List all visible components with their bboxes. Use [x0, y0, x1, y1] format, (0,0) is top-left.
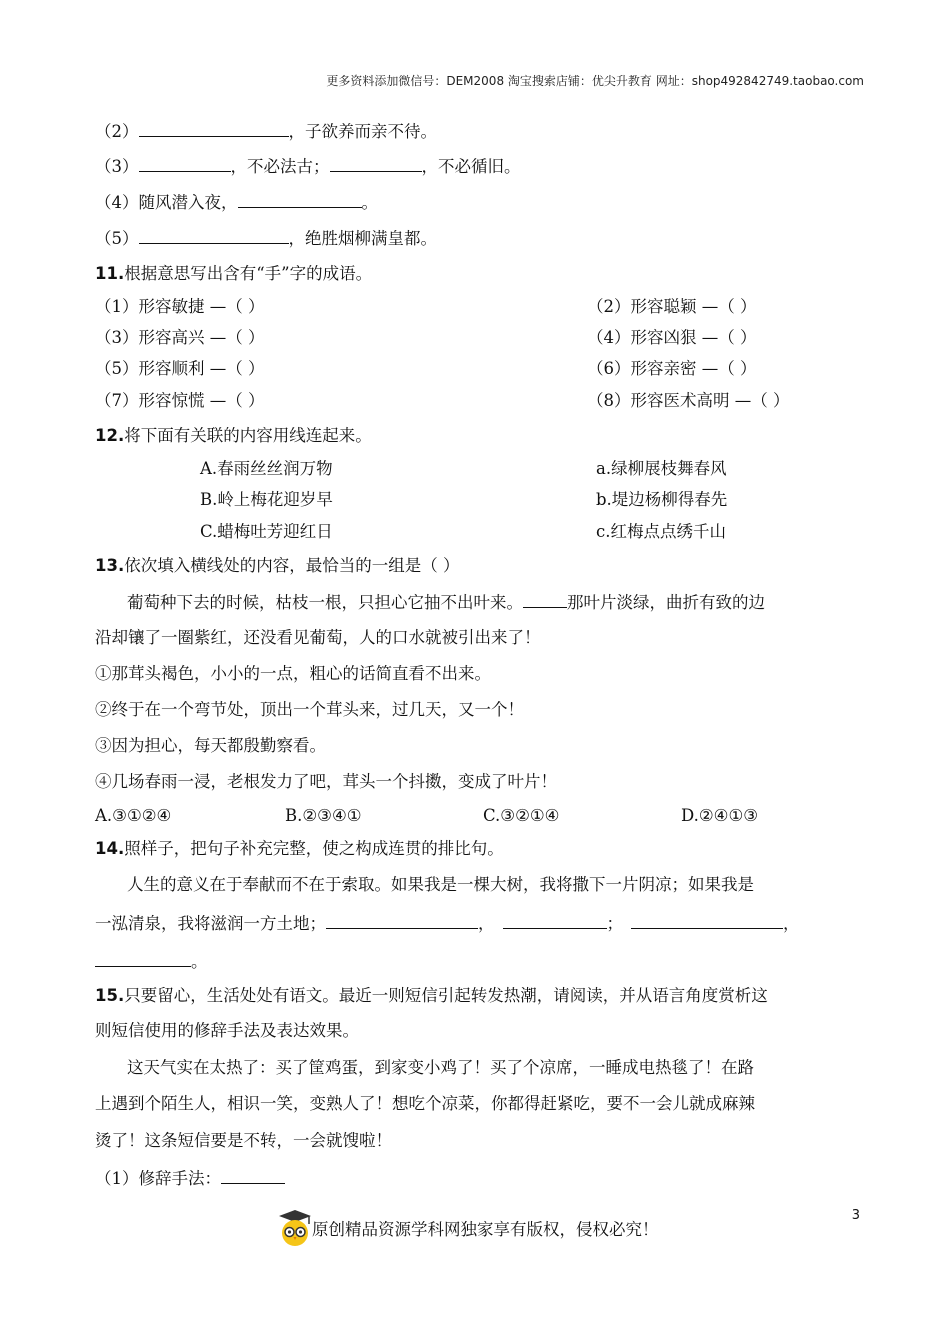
answer-blank[interactable] — [95, 950, 191, 967]
choice-b[interactable]: B.②③④① — [285, 806, 362, 825]
page-header: 更多资料添加微信号：DEM2008 淘宝搜索店铺：优尖升教育 网址：shop492842749.taobao.com — [326, 74, 864, 88]
question-number: 11. — [95, 264, 125, 283]
question-text: 照样子，把句子补充完整，使之构成连贯的排比句。 — [124, 839, 504, 858]
answer-blank[interactable] — [139, 227, 289, 244]
item-number: （5） — [95, 229, 139, 248]
question-text: 将下面有关联的内容用线连起来。 — [124, 426, 372, 445]
passage-line — [127, 591, 765, 614]
poem-text: 。 — [361, 193, 378, 212]
sms-line: 上遇到个陌生人，相识一笑，变熟人了！想吃个凉菜，你都得赶紧吃，要不一会儿就成麻辣 — [95, 1094, 755, 1113]
choice-d[interactable]: D.②④①③ — [681, 806, 759, 825]
choice-a[interactable]: A.③①②④ — [95, 806, 172, 825]
idiom-item: （5）形容顺利 —（ ） — [95, 359, 265, 378]
idiom-item: （3）形容高兴 —（ ） — [95, 328, 265, 347]
mascot-owl-icon — [278, 1208, 312, 1248]
sub-question-1 — [95, 1167, 285, 1190]
answer-blank[interactable] — [330, 155, 422, 172]
footer-text: 原创精品资源学科网独家享有版权，侵权必究！ — [312, 1220, 659, 1239]
answer-blank[interactable] — [326, 912, 478, 929]
match-right-c[interactable]: c.红梅点点绣千山 — [596, 522, 726, 541]
question-number: 14. — [95, 839, 125, 858]
question-text: 根据意思写出含有“手”字的成语。 — [124, 264, 373, 283]
match-left-c[interactable]: C.蜡梅吐芳迎红日 — [200, 522, 333, 541]
idiom-item: （8）形容医术高明 —（ ） — [587, 391, 790, 410]
sentence-option-1: ①那茸头褐色，小小的一点，粗心的话简直看不出来。 — [95, 664, 491, 683]
punctuation: ， — [478, 914, 495, 933]
match-right-a[interactable]: a.绿柳展枝舞春风 — [596, 459, 727, 478]
choice-c[interactable]: C.③②①④ — [483, 806, 560, 825]
punctuation: 。 — [191, 952, 208, 971]
punctuation: ， — [783, 914, 800, 933]
answer-blank[interactable] — [503, 912, 607, 929]
passage-text: 那叶片淡绿，曲折有致的边 — [567, 593, 765, 612]
match-right-b[interactable]: b.堤边杨柳得春先 — [596, 490, 728, 509]
answer-blank[interactable] — [139, 155, 231, 172]
passage-line: 沿却镶了一圈紫红，还没看见葡萄，人的口水就被引出来了！ — [95, 628, 541, 647]
question-number: 13. — [95, 556, 125, 575]
sms-line: 烫了！这条短信要是不转，一会就馊啦！ — [95, 1131, 392, 1150]
answer-blank[interactable] — [631, 912, 783, 929]
poem-line-2 — [95, 120, 437, 143]
idiom-item: （7）形容惊慌 —（ ） — [95, 391, 265, 410]
idiom-item: （2）形容聪颖 —（ ） — [587, 297, 757, 316]
idiom-item: （1）形容敏捷 —（ ） — [95, 297, 265, 316]
page-number: 3 — [851, 1208, 860, 1223]
poem-line-4 — [95, 191, 378, 214]
sentence-option-2: ②终于在一个弯节处，顶出一个茸头来，过几天，又一个！ — [95, 700, 524, 719]
answer-blank[interactable] — [523, 591, 567, 608]
idiom-item: （6）形容亲密 —（ ） — [587, 359, 757, 378]
match-left-b[interactable]: B.岭上梅花迎岁早 — [200, 490, 333, 509]
question-text: 依次填入横线处的内容，最恰当的一组是（ ） — [124, 556, 460, 575]
idiom-row — [95, 327, 757, 349]
footer — [278, 1208, 659, 1248]
question-15-title — [95, 985, 768, 1007]
answer-blank[interactable] — [238, 191, 362, 208]
item-number: （4） — [95, 193, 139, 212]
poem-text: ，不必循旧。 — [421, 157, 521, 176]
question-12-title — [95, 425, 372, 447]
passage-text: 葡萄种下去的时候，枯枝一根，只担心它抽不出叶来。 — [127, 593, 523, 612]
item-number: （2） — [95, 122, 139, 141]
poem-text: ，不必法古； — [230, 157, 330, 176]
punctuation: ； — [606, 914, 623, 933]
question-number: 12. — [95, 426, 125, 445]
idiom-item: （4）形容凶狠 —（ ） — [587, 328, 757, 347]
question-text: 只要留心，生活处处有语文。最近一则短信引起转发热潮，请阅读，并从语言角度赏析这 — [124, 986, 768, 1005]
sub-question-text: （1）修辞手法： — [95, 1169, 221, 1188]
answer-blank[interactable] — [139, 120, 289, 137]
idiom-row — [95, 296, 757, 318]
match-left-a[interactable]: A.春雨丝丝润万物 — [200, 459, 333, 478]
question-number: 15. — [95, 986, 125, 1005]
question-13-title — [95, 555, 459, 577]
passage-text: 一泓清泉，我将滋润一方土地； — [95, 914, 326, 933]
poem-line-3 — [95, 155, 521, 178]
sentence-option-4: ④几场春雨一浸，老根发力了吧，茸头一个抖擞，变成了叶片！ — [95, 772, 557, 791]
sms-line: 这天气实在太热了：买了筐鸡蛋，到家变小鸡了！买了个凉席，一睡成电热毯了！在路 — [127, 1058, 754, 1077]
poem-line-5 — [95, 227, 437, 250]
answer-blank[interactable] — [221, 1167, 285, 1184]
question-14-title — [95, 838, 504, 860]
idiom-row — [95, 358, 757, 380]
poem-text: ，绝胜烟柳满皇都。 — [288, 229, 437, 248]
passage-line — [95, 950, 208, 973]
question-11-title — [95, 263, 372, 285]
passage-line — [95, 912, 800, 935]
question-text: 则短信使用的修辞手法及表达效果。 — [95, 1021, 359, 1040]
item-number: （3） — [95, 157, 139, 176]
poem-text: ，子欲养而亲不待。 — [288, 122, 437, 141]
idiom-row — [95, 390, 790, 412]
passage-line: 人生的意义在于奉献而不在于索取。如果我是一棵大树，我将撒下一片阴凉；如果我是 — [127, 875, 754, 894]
poem-text: 随风潜入夜， — [138, 193, 238, 212]
sentence-option-3: ③因为担心，每天都殷勤察看。 — [95, 736, 326, 755]
